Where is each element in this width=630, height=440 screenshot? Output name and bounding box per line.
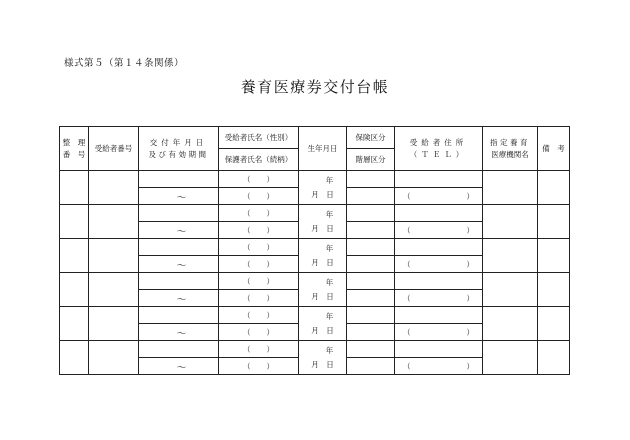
paren-close: ） xyxy=(266,191,274,201)
cell-remarks[interactable] xyxy=(538,239,570,273)
header-seq-no-line1: 整 理 xyxy=(62,137,86,147)
cell-recipient-name[interactable] xyxy=(219,239,299,256)
cell-telephone[interactable] xyxy=(395,188,483,205)
cell-birth-date[interactable] xyxy=(299,171,347,205)
paren-close: ） xyxy=(266,208,274,218)
header-row-1 xyxy=(60,127,570,149)
header-issue-date xyxy=(139,127,219,171)
year-label: 年 xyxy=(325,277,334,287)
cell-medical-institution[interactable] xyxy=(483,171,538,205)
cell-seq-no[interactable] xyxy=(60,205,89,239)
cell-address[interactable] xyxy=(395,171,483,188)
cell-recipient-name[interactable] xyxy=(219,205,299,222)
cell-remarks[interactable] xyxy=(538,341,570,375)
cell-insurance-class[interactable] xyxy=(347,341,395,358)
cell-guardian-name[interactable] xyxy=(219,222,299,239)
cell-valid-period[interactable] xyxy=(139,256,219,273)
paren-open: （ xyxy=(403,361,411,371)
month-day-label: 月 日 xyxy=(311,189,334,199)
header-issue-date-line2: 及び有効期間 xyxy=(148,149,209,159)
cell-birth-date[interactable] xyxy=(299,239,347,273)
paren-open: （ xyxy=(403,293,411,303)
header-insurance-class: 保険区分 xyxy=(347,127,395,149)
cell-medical-institution[interactable] xyxy=(483,307,538,341)
cell-birth-date[interactable] xyxy=(299,307,347,341)
header-birth-date: 生年月日 xyxy=(299,127,347,171)
paren-open: （ xyxy=(243,293,251,303)
tilde-label: ～ xyxy=(176,294,187,306)
year-label: 年 xyxy=(325,175,334,185)
cell-address[interactable] xyxy=(395,273,483,290)
cell-guardian-name[interactable] xyxy=(219,324,299,341)
header-recipient-name: 受給者氏名（性別） xyxy=(219,127,299,149)
paren-close: ） xyxy=(466,191,474,201)
cell-recipient-no[interactable] xyxy=(89,307,139,341)
paren-open: （ xyxy=(243,191,251,201)
cell-issue-date[interactable] xyxy=(139,341,219,358)
cell-address[interactable] xyxy=(395,341,483,358)
cell-issue-date[interactable] xyxy=(139,273,219,290)
cell-address[interactable] xyxy=(395,307,483,324)
paren-close: ） xyxy=(266,293,274,303)
cell-issue-date[interactable] xyxy=(139,307,219,324)
cell-insurance-class[interactable] xyxy=(347,205,395,222)
cell-telephone[interactable] xyxy=(395,290,483,307)
cell-telephone[interactable] xyxy=(395,324,483,341)
cell-seq-no[interactable] xyxy=(60,171,89,205)
form-number-label: 様式第５（第１４条関係） xyxy=(64,58,185,69)
ledger-row-top xyxy=(60,307,570,324)
header-seq-no xyxy=(60,127,89,171)
paren-open: （ xyxy=(243,310,251,320)
cell-valid-period[interactable] xyxy=(139,222,219,239)
cell-issue-date[interactable] xyxy=(139,205,219,222)
cell-telephone[interactable] xyxy=(395,222,483,239)
cell-tier-class[interactable] xyxy=(347,358,395,375)
cell-seq-no[interactable] xyxy=(60,307,89,341)
paren-open: （ xyxy=(243,361,251,371)
paren-open: （ xyxy=(403,191,411,201)
paren-open: （ xyxy=(403,327,411,337)
paren-close: ） xyxy=(266,327,274,337)
paren-close: ） xyxy=(266,310,274,320)
cell-address[interactable] xyxy=(395,239,483,256)
header-medical-institution-line2: 医療機関名 xyxy=(491,149,529,159)
ledger-table xyxy=(59,126,570,375)
paren-open: （ xyxy=(243,327,251,337)
paren-close: ） xyxy=(266,259,274,269)
cell-medical-institution[interactable] xyxy=(483,239,538,273)
header-guardian-name: 保護者氏名（続柄） xyxy=(219,149,299,171)
cell-issue-date[interactable] xyxy=(139,171,219,188)
header-address-line2: （ＴＥＬ） xyxy=(409,149,468,159)
cell-recipient-no[interactable] xyxy=(89,171,139,205)
cell-medical-institution[interactable] xyxy=(483,273,538,307)
ledger-row-top xyxy=(60,205,570,222)
header-address xyxy=(395,127,483,171)
cell-valid-period[interactable] xyxy=(139,290,219,307)
tilde-label: ～ xyxy=(176,226,187,238)
paren-open: （ xyxy=(243,276,251,286)
year-label: 年 xyxy=(325,209,334,219)
header-issue-date-line1: 交付年月日 xyxy=(149,137,208,147)
cell-valid-period[interactable] xyxy=(139,188,219,205)
tilde-label: ～ xyxy=(176,328,187,340)
month-day-label: 月 日 xyxy=(311,359,334,369)
paren-open: （ xyxy=(403,259,411,269)
month-day-label: 月 日 xyxy=(311,223,334,233)
document-title: 養育医療券交付台帳 xyxy=(240,78,390,96)
header-seq-no-line2: 番 号 xyxy=(62,149,86,159)
tilde-label: ～ xyxy=(176,192,187,204)
cell-seq-no[interactable] xyxy=(60,273,89,307)
paren-open: （ xyxy=(243,225,251,235)
cell-recipient-name[interactable] xyxy=(219,341,299,358)
ledger-row-top xyxy=(60,239,570,256)
cell-insurance-class[interactable] xyxy=(347,239,395,256)
ledger-row-top xyxy=(60,341,570,358)
tilde-label: ～ xyxy=(176,362,187,374)
cell-recipient-no[interactable] xyxy=(89,205,139,239)
ledger-body xyxy=(60,171,570,375)
paren-close: ） xyxy=(466,259,474,269)
cell-recipient-no[interactable] xyxy=(89,341,139,375)
paren-close: ） xyxy=(466,361,474,371)
cell-tier-class[interactable] xyxy=(347,290,395,307)
year-label: 年 xyxy=(325,243,334,253)
cell-insurance-class[interactable] xyxy=(347,273,395,290)
month-day-label: 月 日 xyxy=(311,257,334,267)
cell-recipient-name[interactable] xyxy=(219,307,299,324)
cell-recipient-name[interactable] xyxy=(219,171,299,188)
tilde-label: ～ xyxy=(176,260,187,272)
cell-tier-class[interactable] xyxy=(347,324,395,341)
cell-guardian-name[interactable] xyxy=(219,358,299,375)
paren-close: ） xyxy=(266,242,274,252)
cell-address[interactable] xyxy=(395,205,483,222)
cell-telephone[interactable] xyxy=(395,358,483,375)
cell-insurance-class[interactable] xyxy=(347,307,395,324)
ledger-row-top xyxy=(60,273,570,290)
cell-birth-date[interactable] xyxy=(299,341,347,375)
header-recipient-no: 受給者番号 xyxy=(89,127,139,171)
cell-birth-date[interactable] xyxy=(299,205,347,239)
cell-seq-no[interactable] xyxy=(60,341,89,375)
header-tier-class: 階層区分 xyxy=(347,149,395,171)
header-medical-institution xyxy=(483,127,538,171)
header-address-line1: 受給者住所 xyxy=(409,137,468,147)
cell-remarks[interactable] xyxy=(538,273,570,307)
cell-recipient-no[interactable] xyxy=(89,239,139,273)
paren-close: ） xyxy=(266,361,274,371)
paren-open: （ xyxy=(243,259,251,269)
paren-open: （ xyxy=(243,344,251,354)
cell-remarks[interactable] xyxy=(538,205,570,239)
paren-close: ） xyxy=(466,293,474,303)
cell-insurance-class[interactable] xyxy=(347,171,395,188)
paren-close: ） xyxy=(266,225,274,235)
paren-open: （ xyxy=(403,225,411,235)
paren-open: （ xyxy=(243,174,251,184)
cell-remarks[interactable] xyxy=(538,307,570,341)
cell-issue-date[interactable] xyxy=(139,239,219,256)
paren-close: ） xyxy=(266,174,274,184)
cell-remarks[interactable] xyxy=(538,171,570,205)
month-day-label: 月 日 xyxy=(311,325,334,335)
paren-close: ） xyxy=(266,344,274,354)
cell-telephone[interactable] xyxy=(395,256,483,273)
cell-valid-period[interactable] xyxy=(139,324,219,341)
paren-close: ） xyxy=(466,225,474,235)
cell-recipient-name[interactable] xyxy=(219,273,299,290)
cell-medical-institution[interactable] xyxy=(483,341,538,375)
cell-tier-class[interactable] xyxy=(347,188,395,205)
header-remarks: 備 考 xyxy=(538,127,570,171)
header-medical-institution-line1: 指定養育 xyxy=(490,137,530,147)
paren-open: （ xyxy=(243,242,251,252)
cell-tier-class[interactable] xyxy=(347,256,395,273)
paren-close: ） xyxy=(266,276,274,286)
cell-recipient-no[interactable] xyxy=(89,273,139,307)
cell-guardian-name[interactable] xyxy=(219,290,299,307)
cell-tier-class[interactable] xyxy=(347,222,395,239)
paren-close: ） xyxy=(466,327,474,337)
cell-guardian-name[interactable] xyxy=(219,188,299,205)
cell-guardian-name[interactable] xyxy=(219,256,299,273)
ledger-row-top xyxy=(60,171,570,188)
paren-open: （ xyxy=(243,208,251,218)
cell-valid-period[interactable] xyxy=(139,358,219,375)
cell-birth-date[interactable] xyxy=(299,273,347,307)
year-label: 年 xyxy=(325,345,334,355)
month-day-label: 月 日 xyxy=(311,291,334,301)
year-label: 年 xyxy=(325,311,334,321)
cell-seq-no[interactable] xyxy=(60,239,89,273)
cell-medical-institution[interactable] xyxy=(483,205,538,239)
